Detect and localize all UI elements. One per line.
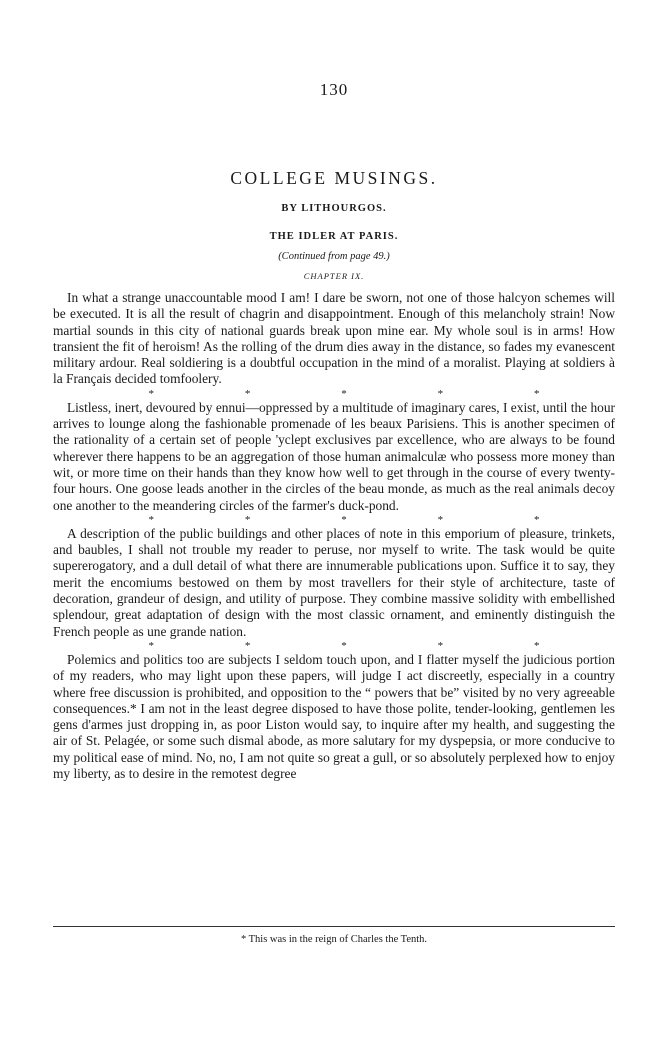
asterism-star: * (244, 513, 251, 526)
asterism-star: * (437, 639, 444, 652)
page-number: 130 (319, 80, 349, 99)
asterism-star: * (534, 387, 540, 400)
article-title: COLLEGE MUSINGS. (230, 168, 438, 188)
body-text (53, 290, 615, 782)
section-separator-3 (53, 640, 615, 652)
paragraph-3: A description of the public buildings and other places of note in this emporium of pleasure, trinkets, and baubles, I shall not trouble my reader to peruse, nor myself to write. The task would be quite supererogatory, and a dull detail of what there are innumerable publications upon. Suffice it to say, they merit the encomiums bestowed on them by most travellers for their style of architecture, taste of decoration, grandeur of design, and utility of purpose. They combine massive solidity with embellished splendour, great adaptation of design with the most classic ornament, and eminently distinguish the French people as une grande nation. (53, 525, 615, 639)
author-byline: BY LITHOURGOS. (281, 203, 387, 214)
footnote: * This was in the reign of Charles the Tenth. (240, 934, 428, 945)
article-subtitle: THE IDLER AT PARIS. (269, 231, 399, 242)
asterism-star: * (341, 387, 347, 400)
asterism-star: * (148, 513, 154, 526)
asterism-star: * (534, 639, 540, 652)
section-separator-2 (53, 514, 615, 526)
asterism-star: * (148, 639, 154, 652)
asterism-star: * (341, 639, 347, 652)
chapter-heading: CHAPTER IX. (303, 271, 365, 281)
footnote-rule (53, 926, 615, 927)
paragraph-2: Listless, inert, devoured by ennui—oppressed by a multitude of imaginary cares, I exist, until the hour arrives to lounge along the fashionable promenade of les beaux Parisiens. This is another specimen of the rationality of a certain set of people 'yclept exclusives par excellence, who are always to be found wherever there happens to be an aggregation of those human animalculæ who possess more money than wit, or more time on their hands than they know how well to get through in the course of every twenty-four hours. One goose leads another in the circles of the beau monde, as much as the real animals decoy one another to the meandering circles of the farmer's duck-pond. (53, 399, 615, 513)
asterism-star: * (244, 387, 251, 400)
paragraph-1: In what a strange unaccountable mood I am! I dare be sworn, not one of those halcyon schemes will be executed. It is all the result of chagrin and disappointment. Enough of this melancholy strain! Now martial sounds in this city of national guards break upon mine ear. My whole soul is in arms! How transient the fit of heroism! As the rolling of the drum dies away in the distance, so fades my evanescent military ardour. Real soldiering is a doubtful occupation in the mind of a moralist. Playing at soldiers à la Français decided tomfoolery. (53, 290, 615, 387)
section-separator-1 (53, 388, 615, 400)
asterism-star: * (437, 387, 444, 400)
continued-note: (Continued from page 49.) (278, 251, 390, 262)
asterism-star: * (148, 387, 154, 400)
paragraph-4: Polemics and politics too are subjects I seldom touch upon, and I flatter myself the judicious portion of my readers, who may light upon these papers, will judge I act discreetly, especially in a country where free discussion is prohibited, and opposition to the “ powers that be” visited by no very agreeable consequences.* I am not in the least degree disposed to have those polite, tender-looking, gentlemen les gens d'armes just dropping in, as poor Liston would say, to inquire after my health, and suggesting the air of St. Pelagée, or some such dismal abode, as more salutary for my dyspepsia, or more conducive to my political ease of mind. No, no, I am not quite so great a gull, or so absolutely perplexed how to enjoy my liberty, as to desire in the remotest degree (53, 651, 615, 782)
asterism-star: * (534, 513, 540, 526)
asterism-star: * (341, 513, 347, 526)
asterism-star: * (244, 639, 251, 652)
asterism-star: * (437, 513, 444, 526)
